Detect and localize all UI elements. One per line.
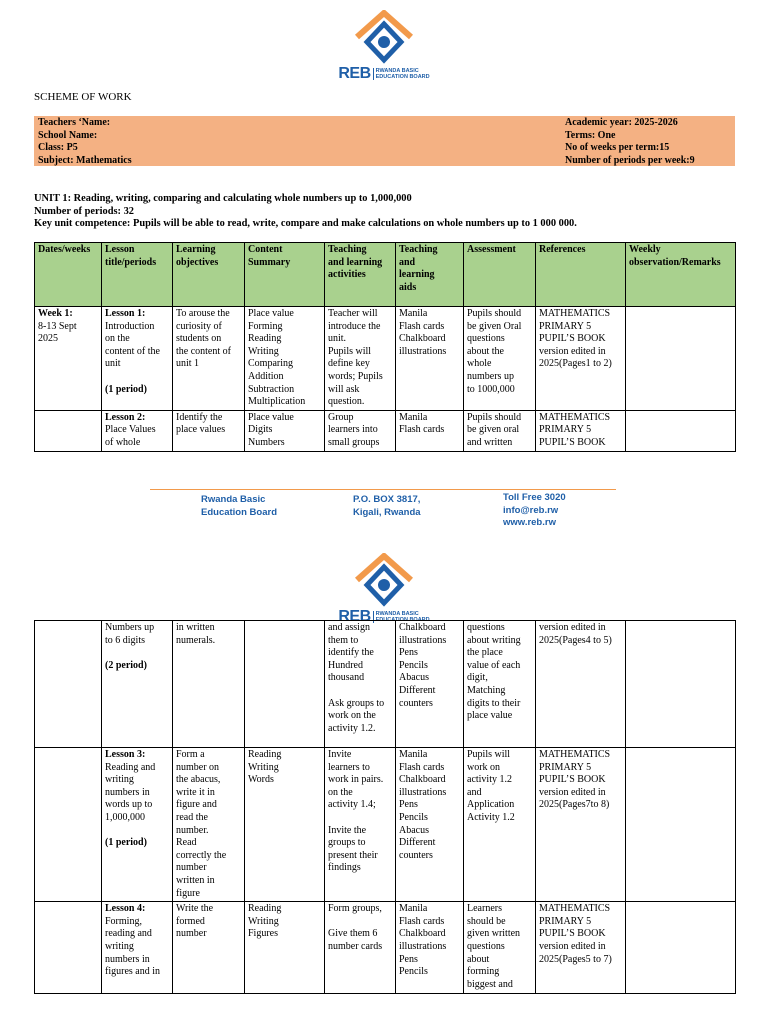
week-cell — [35, 748, 102, 902]
info-band — [34, 116, 735, 166]
weeks-per-term: No of weeks per term:15 — [565, 142, 670, 153]
reb-emblem-icon — [353, 10, 415, 64]
info-left — [38, 117, 132, 167]
unit-competence: Key unit competence: Pupils will be able to read, write, compare and make calculations on whole numbers up to 1 000 000. — [34, 218, 577, 229]
footer-tollfree: Toll Free 3020 — [503, 492, 566, 503]
table-row — [35, 621, 736, 748]
aids-cell: Manila Flash cards Chalkboard illustrations Pens Pencils — [396, 902, 464, 994]
table-row — [35, 902, 736, 994]
footer-col-board — [201, 494, 277, 519]
activities-cell: Invite learners to work in pairs. on the activity 1.4; Invite the groups to present their findings — [325, 748, 396, 902]
class-label: Class: P5 — [38, 142, 78, 153]
references-cell: MATHEMATICS PRIMARY 5 PUPIL’S BOOK version edited in 2025(Pages5 to 7) — [536, 902, 626, 994]
logo-acronym: REB — [338, 65, 371, 82]
assessment-cell: Learners should be given written questions about forming biggest and — [464, 902, 536, 994]
activities-cell: Group learners into small groups — [325, 410, 396, 451]
teacher-name-label: Teachers ‘Name: — [38, 117, 111, 128]
column-header: Learning objectives — [173, 243, 245, 307]
footer-address-line1: P.O. BOX 3817, — [353, 494, 421, 505]
week-cell: Week 1: 8-13 Sept 2025 — [35, 307, 102, 411]
column-header: Assessment — [464, 243, 536, 307]
footer-divider — [150, 489, 616, 490]
objectives-cell: To arouse the curiosity of students on the content of unit 1 — [173, 307, 245, 411]
assessment-cell: questions about writing the place value of each digit, Matching digits to their place value — [464, 621, 536, 748]
remarks-cell — [626, 902, 736, 994]
objectives-cell: Form a number on the abacus, write it in figure and read the number. Read correctly the number written in figure — [173, 748, 245, 902]
objectives-cell: in written numerals. — [173, 621, 245, 748]
remarks-cell — [626, 621, 736, 748]
info-right — [565, 117, 695, 167]
unit-block — [34, 193, 577, 231]
unit-periods: Number of periods: 32 — [34, 205, 134, 217]
objectives-cell: Identify the place values — [173, 410, 245, 451]
table-row — [35, 748, 736, 902]
aids-cell: Manila Flash cards — [396, 410, 464, 451]
objectives-cell: Write the formed number — [173, 902, 245, 994]
lesson-cell: Numbers up to 6 digits (2 period) — [102, 621, 173, 748]
activities-cell: Form groups, Give them 6 number cards — [325, 902, 396, 994]
column-header: References — [536, 243, 626, 307]
content-cell: Reading Writing Words — [245, 748, 325, 902]
logo-name: RWANDA BASIC EDUCATION BOARD — [373, 611, 430, 623]
remarks-cell — [626, 410, 736, 451]
footer-col-contact — [503, 492, 566, 530]
content-cell: Place value Digits Numbers — [245, 410, 325, 451]
activities-cell: and assign them to identify the Hundred thousand Ask groups to work on the activity 1.2. — [325, 621, 396, 748]
references-cell: MATHEMATICS PRIMARY 5 PUPIL’S BOOK version edited in 2025(Pages1 to 2) — [536, 307, 626, 411]
footer-board-line2: Education Board — [201, 506, 278, 518]
scheme-table-page1 — [34, 242, 736, 452]
references-cell: version edited in 2025(Pages4 to 5) — [536, 621, 626, 748]
aids-cell: Chalkboard illustrations Pens Pencils Abacus Different counters — [396, 621, 464, 748]
periods-per-week: Number of periods per week:9 — [565, 154, 695, 166]
academic-year: Academic year: 2025-2026 — [565, 117, 678, 128]
footer-col-address — [353, 494, 421, 519]
table-header-row — [35, 243, 736, 307]
aids-cell: Manila Flash cards Chalkboard illustrations — [396, 307, 464, 411]
assessment-cell: Pupils will work on activity 1.2 and Application Activity 1.2 — [464, 748, 536, 902]
week-cell — [35, 410, 102, 451]
footer-email-link[interactable]: info@reb.rw — [503, 504, 559, 516]
references-cell: MATHEMATICS PRIMARY 5 PUPIL’S BOOK version edited in 2025(Pages7to 8) — [536, 748, 626, 902]
week-cell — [35, 902, 102, 994]
column-header: Teaching and learning activities — [325, 243, 396, 307]
column-header: Content Summary — [245, 243, 325, 307]
column-header: Teaching and learning aids — [396, 243, 464, 307]
remarks-cell — [626, 748, 736, 902]
content-cell: Place value Forming Reading Writing Comparing Addition Subtraction Multiplication — [245, 307, 325, 411]
assessment-cell: Pupils should be given Oral questions about the whole numbers up to 1000,000 — [464, 307, 536, 411]
lesson-cell: Lesson 2: Place Values of whole — [102, 410, 173, 451]
week-cell — [35, 621, 102, 748]
lesson-cell: Lesson 3: Reading and writing numbers in words up to 1,000,000 (1 period) — [102, 748, 173, 902]
subject-label: Subject: Mathematics — [38, 154, 132, 166]
content-cell: Reading Writing Figures — [245, 902, 325, 994]
remarks-cell — [626, 307, 736, 411]
logo-acronym: REB — [338, 608, 371, 625]
footer-board-line1: Rwanda Basic — [201, 494, 266, 505]
footer-address-line2: Kigali, Rwanda — [353, 506, 421, 518]
reb-logo-page2 — [328, 553, 440, 626]
term: Terms: One — [565, 129, 616, 141]
table-row — [35, 307, 736, 411]
document-title: SCHEME OF WORK — [34, 91, 132, 103]
logo-name: RWANDA BASIC EDUCATION BOARD — [373, 68, 430, 80]
lesson-cell: Lesson 1: Introduction on the content of the unit (1 period) — [102, 307, 173, 411]
content-cell — [245, 621, 325, 748]
reb-emblem-icon — [353, 553, 415, 607]
column-header: Lesson title/periods — [102, 243, 173, 307]
footer-website-link[interactable]: www.reb.rw — [503, 517, 556, 528]
reb-logo — [328, 10, 440, 83]
references-cell: MATHEMATICS PRIMARY 5 PUPIL’S BOOK — [536, 410, 626, 451]
lesson-cell: Lesson 4: Forming, reading and writing numbers in figures and in — [102, 902, 173, 994]
unit-title: UNIT 1: Reading, writing, comparing and calculating whole numbers up to 1,000,000 — [34, 193, 412, 204]
column-header: Dates/weeks — [35, 243, 102, 307]
activities-cell: Teacher will introduce the unit. Pupils will define key words; Pupils will ask question. — [325, 307, 396, 411]
scheme-table-page2 — [34, 620, 736, 994]
table-row — [35, 410, 736, 451]
column-header: Weekly observation/Remarks — [626, 243, 736, 307]
aids-cell: Manila Flash cards Chalkboard illustrations Pens Pencils Abacus Different counters — [396, 748, 464, 902]
school-name-label: School Name: — [38, 129, 98, 141]
assessment-cell: Pupils should be given oral and written — [464, 410, 536, 451]
